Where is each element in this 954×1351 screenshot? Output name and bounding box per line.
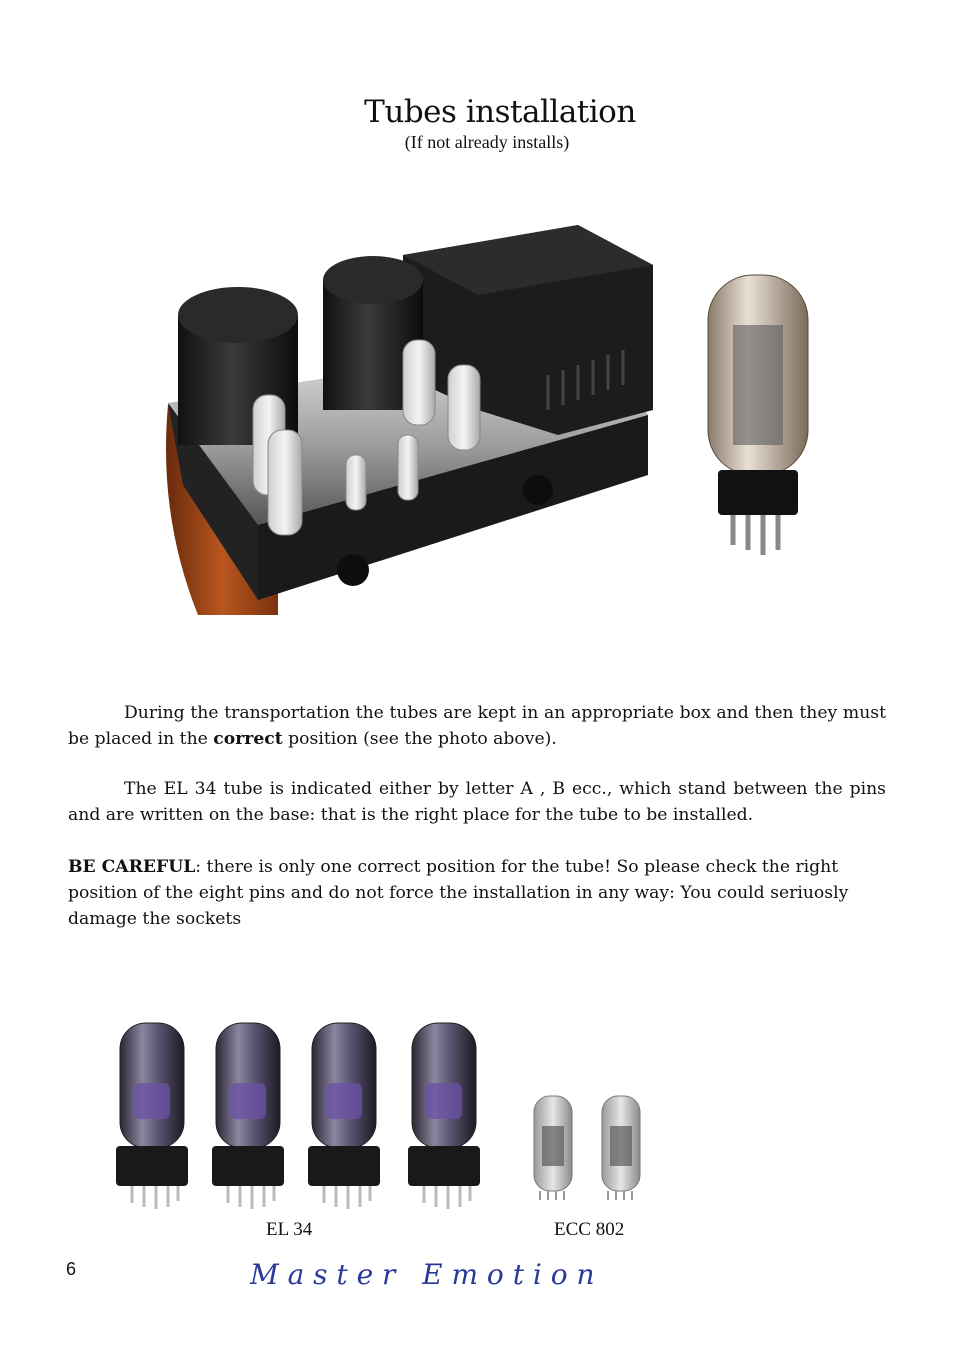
caption-el34: EL 34 bbox=[266, 1219, 313, 1240]
page-title: Tubes installation bbox=[364, 94, 636, 130]
page-subtitle: (If not already installs) bbox=[404, 132, 570, 152]
paragraph-el34: The EL 34 tube is indicated either by letter A , B ecc., which stand between the pins and are written on the base: that is the right place for the tube to be installed. bbox=[68, 779, 886, 825]
amplifier-photo bbox=[158, 225, 828, 625]
paragraph-transport: During the transportation the tubes are kept in an appropriate box and then they must be placed in the correct position (see the photo above). bbox=[68, 703, 886, 749]
brand-logo: M a s t e r E m o t i o n bbox=[250, 1258, 595, 1291]
paragraph-careful: BE CAREFUL: there is only one correct position for the tube! So please check the right position of the eight pins and do not force the installation in any way: You could seriuosly damage the sockets bbox=[68, 857, 849, 929]
caption-ecc802: ECC 802 bbox=[554, 1219, 625, 1240]
tubes-photo bbox=[110, 1018, 670, 1213]
page-number: 6 bbox=[66, 1259, 77, 1279]
